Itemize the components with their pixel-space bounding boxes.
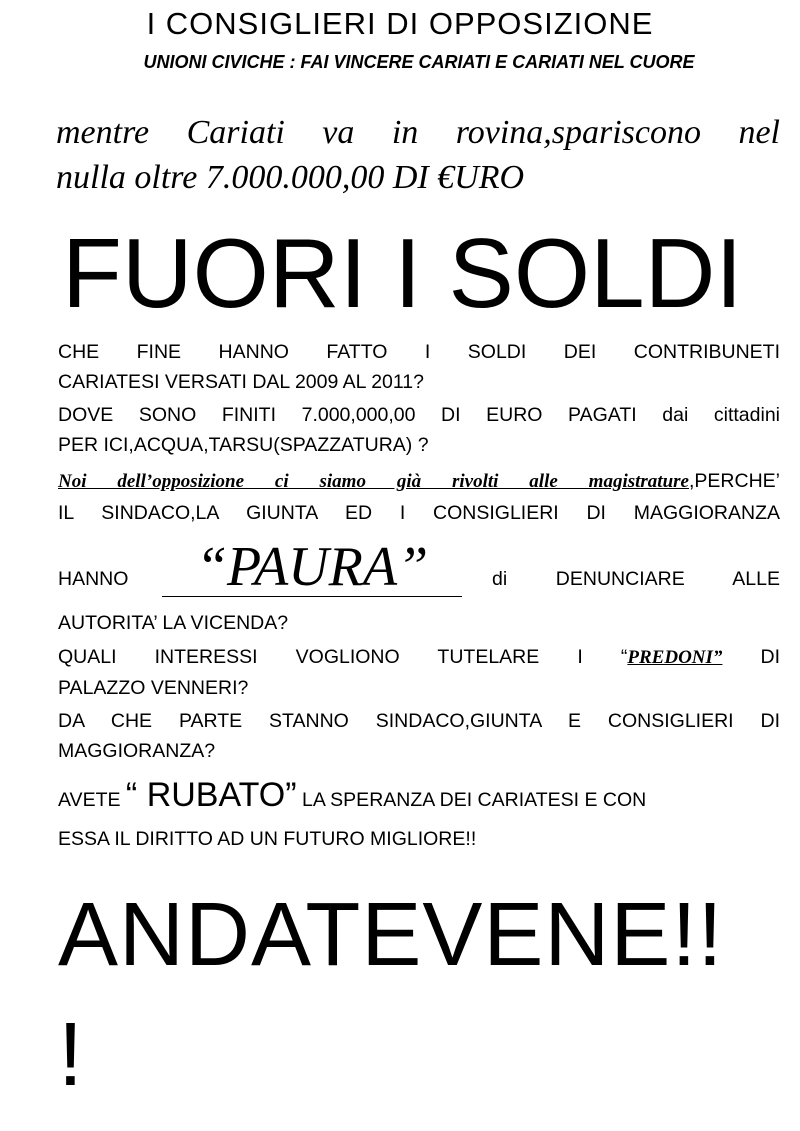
opposition-statement: Noi dell’opposizione ci siamo già rivolti alle magistrature: [58, 471, 689, 492]
question-2-lowercase: dai cittadini: [662, 404, 780, 426]
question-4-line-2: PALAZZO VENNERI?: [58, 677, 249, 699]
predoni-word: PREDONI”: [627, 647, 723, 668]
rubato-line-1: [58, 776, 780, 815]
question-3-line-4: AUTORITA’ LA VICENDA?: [58, 612, 289, 634]
question-3-rest: ,PERCHE’: [688, 470, 780, 492]
rubato-word: “ RUBATO”: [125, 776, 297, 814]
closing-exclamation: !: [58, 1005, 84, 1105]
lead-line-1: mentre Cariati va in rovina,spariscono nel: [56, 114, 780, 151]
rubato-suffix: LA SPERANZA DEI CARIATESI E CON: [296, 789, 647, 811]
paura-rest: di DENUNCIARE ALLE: [492, 568, 780, 590]
question-1-line-1: CHE FINE HANNO FATTO I SOLDI DEI CONTRIBUNETI: [58, 341, 780, 363]
rubato-line-2: ESSA IL DIRITTO AD UN FUTURO MIGLIORE!!: [58, 828, 477, 850]
hanno-text: HANNO: [58, 568, 129, 590]
question-5-line-1: DA CHE PARTE STANNO SINDACO,GIUNTA E CONSIGLIERI DI: [58, 710, 780, 732]
question-2-text: DOVE SONO FINITI 7.000,000,00 DI EURO PAGATI: [58, 404, 663, 426]
question-3-line-1: [58, 468, 780, 495]
question-1-line-2: CARIATESI VERSATI DAL 2009 AL 2011?: [58, 371, 424, 393]
question-4-line-1: [58, 644, 780, 671]
question-5-line-2: MAGGIORANZA?: [58, 740, 216, 762]
question-3-line-2: IL SINDACO,LA GIUNTA ED I CONSIGLIERI DI MAGGIORANZA: [58, 502, 780, 524]
question-4-end: DI: [722, 646, 781, 668]
headline: FUORI I SOLDI: [62, 218, 743, 328]
header-title: I CONSIGLIERI DI OPPOSIZIONE: [146, 6, 654, 41]
rubato-prefix: AVETE: [58, 789, 126, 811]
paura-line: [58, 538, 780, 604]
question-2-line-2: PER ICI,ACQUA,TARSU(SPAZZATURA) ?: [58, 434, 429, 456]
lead-line-2: nulla oltre 7.000.000,00 DI €URO: [56, 159, 525, 196]
paura-word: “PAURA”: [162, 538, 462, 597]
header-subtitle: UNIONI CIVICHE : FAI VINCERE CARIATI E CARIATI NEL CUORE: [143, 52, 695, 72]
closing-shout: ANDATEVENE!!: [58, 885, 724, 985]
question-4-text: QUALI INTERESSI VOGLIONO TUTELARE I “: [58, 646, 628, 668]
question-2-line-1: [58, 402, 780, 428]
